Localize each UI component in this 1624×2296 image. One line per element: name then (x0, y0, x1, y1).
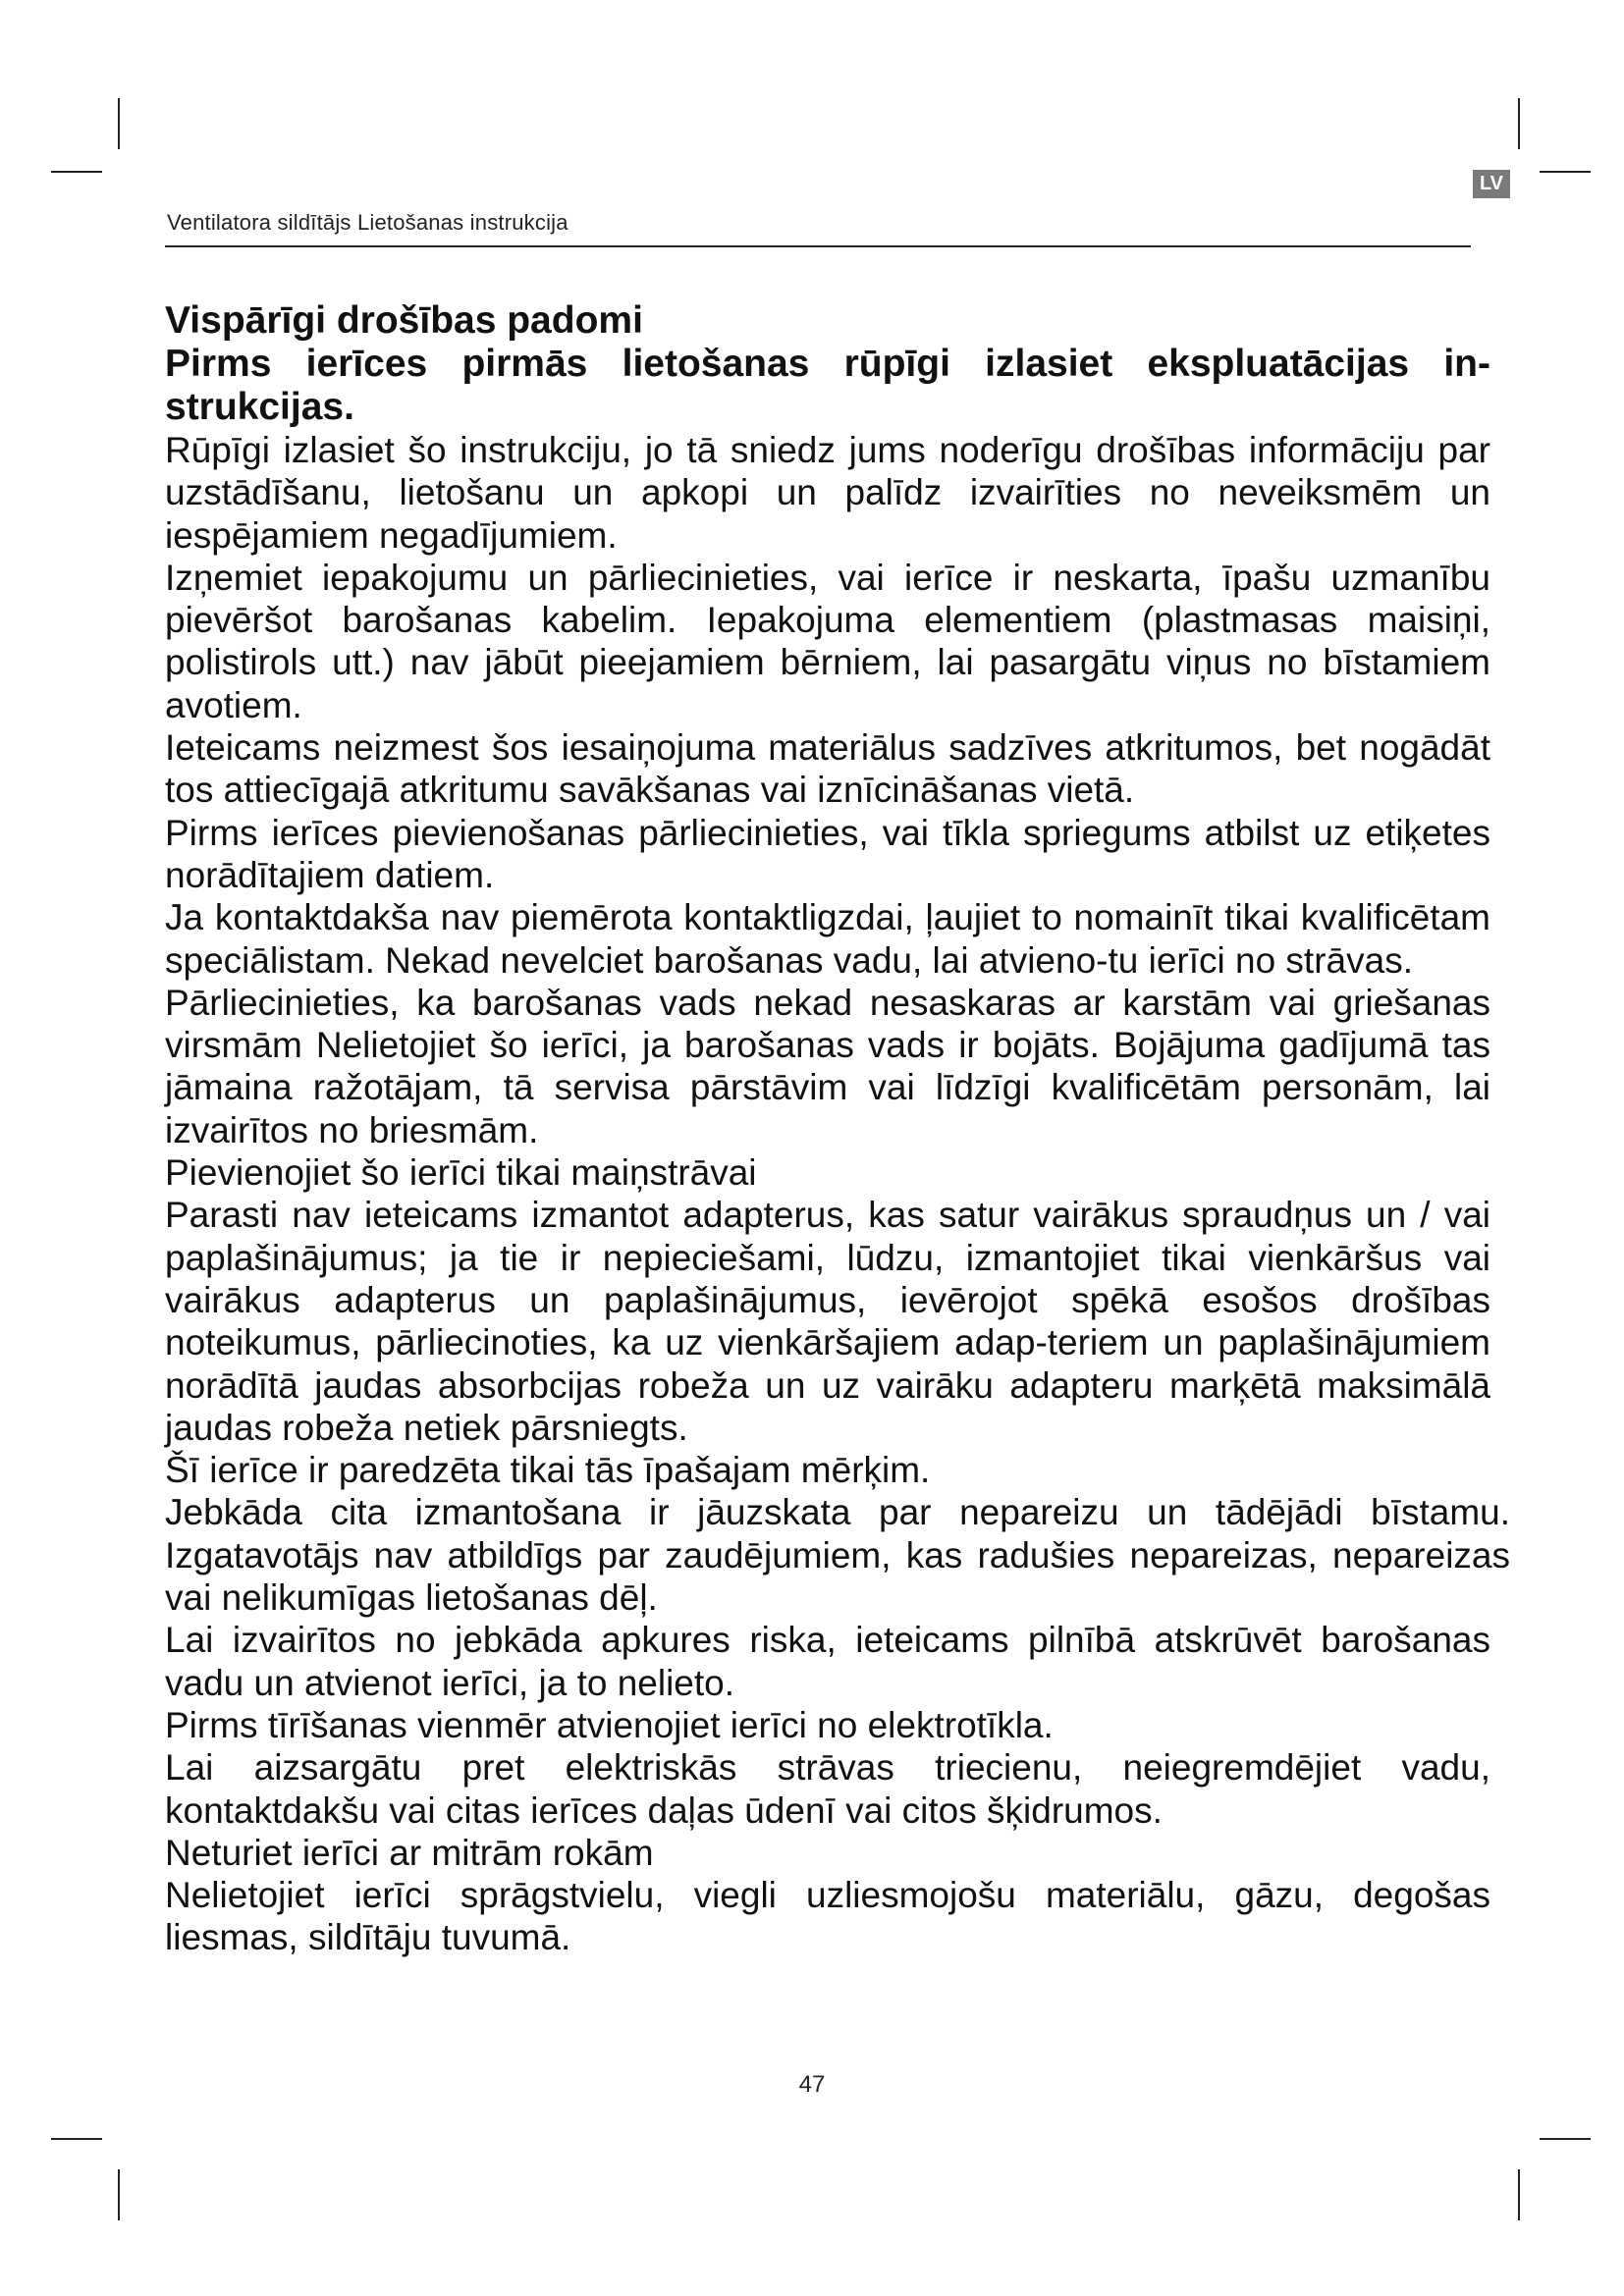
paragraph-plug: Ja kontaktdakša nav piemērota kontaktligzdai, ļaujiet to nomainīt tikai kvalificētam speciālistam. Nekad nevelciet barošanas vadu, lai atvieno-tu ierīci no strāvas. (165, 897, 1490, 981)
running-header: Ventilatora sildītājs Lietošanas instrukcija (167, 210, 568, 235)
paragraph-read-instructions: Rūpīgi izlasiet šo instrukciju, jo tā sniedz jums noderīgu drošības informāciju par uzstādīšanu, lietošanu un apkopi un palīdz izvairīties no neveiksmēm un iespējamiem negadījumiem. (165, 430, 1490, 556)
crop-mark-top-left-horizontal (51, 171, 102, 173)
paragraph-ac-only: Pievienojiet šo ierīci tikai maiņstrāvai (165, 1152, 757, 1194)
language-badge: LV (1473, 170, 1510, 198)
crop-mark-top-right-horizontal (1540, 171, 1591, 173)
section-title: Vispārīgi drošības padomi (165, 299, 643, 342)
crop-mark-bottom-right-vertical (1518, 2169, 1520, 2220)
crop-mark-bottom-right-horizontal (1540, 2138, 1591, 2140)
crop-mark-top-right-vertical (1518, 98, 1520, 149)
paragraph-power-cord: Pārliecinieties, ka barošanas vads nekad nesaskaras ar karstām vai griešanas virsmām Nelietojiet šo ierīci, ja barošanas vads ir bojāts. Bojājuma gadījumā tas jāmaina ražotājam, tā servisa pārstāvim vai līdzīgi kvalificētām personām, lai izvairītos no briesmām. (165, 982, 1490, 1150)
paragraph-packaging-disposal: Ieteicams neizmest šos iesaiņojuma materiālus sadzīves atkritumos, bet nogādāt tos attiecīgajā atkritumu savākšanas vai iznīcināšanas vietā. (165, 727, 1490, 811)
page-number: 47 (798, 2071, 826, 2098)
paragraph-wet-hands: Neturiet ierīci ar mitrām rokām (165, 1832, 654, 1873)
section-subtitle: Pirms ierīces pirmās lietošanas rūpīgi izlasiet ekspluatācijas in-strukcijas. (165, 343, 1490, 428)
crop-mark-top-left-vertical (118, 98, 120, 149)
crop-mark-bottom-left-vertical (118, 2169, 120, 2220)
paragraph-unpacking: Izņemiet iepakojumu un pārliecinieties, vai ierīce ir neskarta, īpašu uzmanību pievēršot barošanas kabelim. Iepakojuma elementiem (plastmasas maisiņi, polistirols utt.) nav jābūt pieejamiem bērniem, lai pasargātu viņus no bīstamiem avotiem. (165, 557, 1490, 725)
paragraph-adapters: Parasti nav ieteicams izmantot adapterus, kas satur vairākus spraudņus un / vai paplašinājumus; ja tie ir nepieciešami, lūdzu, izmantojiet tikai vienkāršus vai vairākus adapterus un paplašinājumus, ievērojot spēkā esošos drošības noteikumus, pārliecinoties, ka uz vienkāršajiem adap-teriem un paplašinājumiem norādītā jaudas absorbcijas robeža un uz vairāku adapteru marķētā maksimālā jaudas robeža netiek pārsniegts. (165, 1195, 1490, 1448)
paragraph-water: Lai aizsargātu pret elektriskās strāvas triecienu, neiegremdējiet vadu, kontaktdakšu vai citas ierīces daļas ūdenī vai citos šķidrumos. (165, 1747, 1490, 1831)
paragraph-improper-use: Jebkāda cita izmantošana ir jāuzskata par nepareizu un tādējādi bīstamu. Izgatavotājs nav atbildīgs par zaudējumiem, kas radušies nepareizas, nepareizas vai nelikumīgas lietošanas dēļ. (165, 1492, 1510, 1619)
paragraph-voltage-check: Pirms ierīces pievienošanas pārliecinieties, vai tīkla spriegums atbilst uz etiķetes norādītajiem datiem. (165, 812, 1490, 895)
paragraph-intended-use: Šī ierīce ir paredzēta tikai tās īpašajam mērķim. (165, 1450, 931, 1491)
paragraph-unplug-when-idle: Lai izvairītos no jebkāda apkures riska, ieteicams pilnībā atskrūvēt barošanas vadu un atvienot ierīci, ja to nelieto. (165, 1620, 1490, 1703)
paragraph-cleaning: Pirms tīrīšanas vienmēr atvienojiet ierīci no elektrotīkla. (165, 1704, 1054, 1745)
crop-mark-bottom-left-horizontal (51, 2138, 102, 2140)
paragraph-flammables: Nelietojiet ierīci sprāgstvielu, viegli uzliesmojošu materiālu, gāzu, degošas liesmas, sildītāju tuvumā. (165, 1875, 1490, 1958)
main-content (165, 299, 1510, 1959)
header-divider (165, 245, 1471, 247)
